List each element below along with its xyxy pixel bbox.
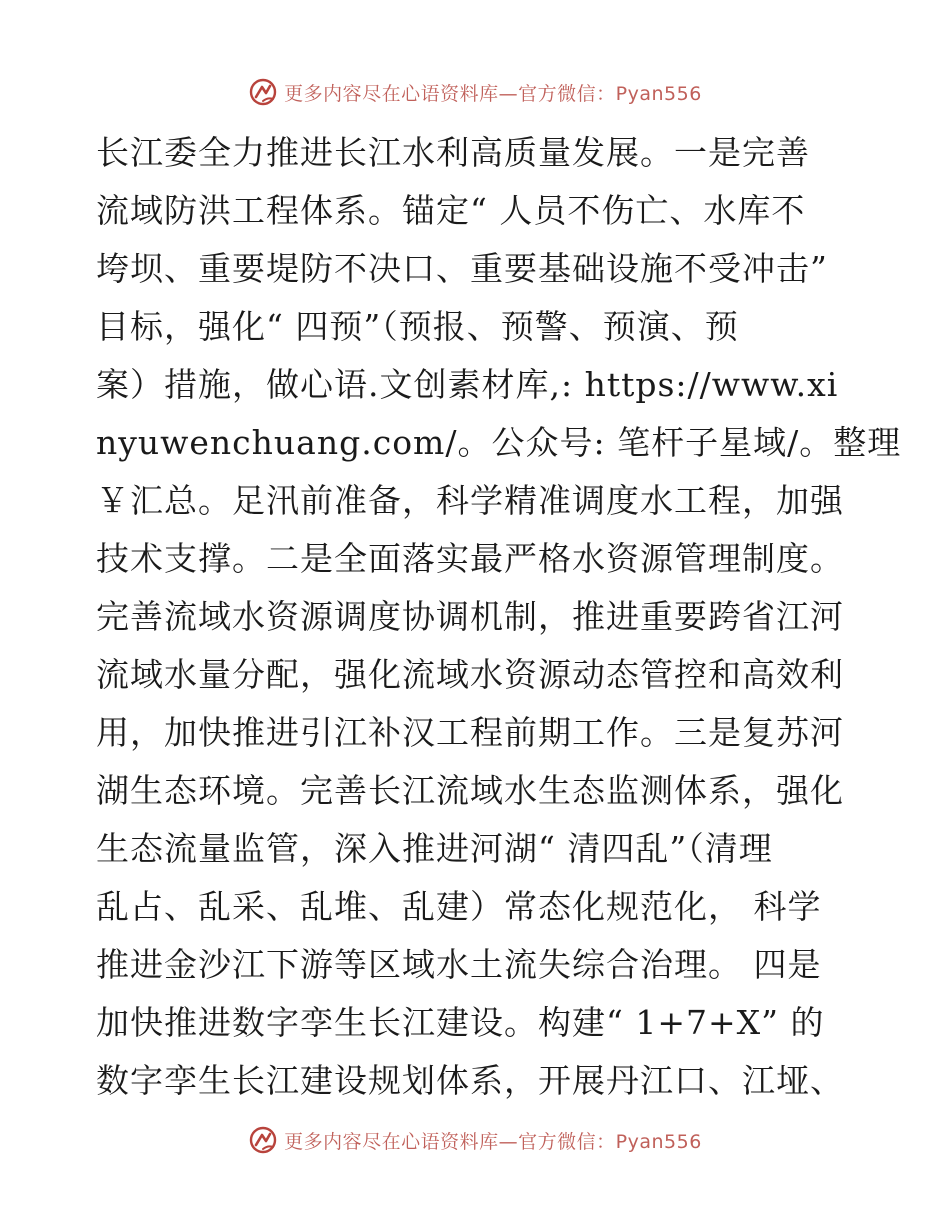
footer-banner-content (248, 1125, 702, 1155)
brand-logo-icon (248, 77, 278, 107)
text-line: ￥汇总。足汛前准备，科学精准调度水工程，加强 (96, 481, 844, 520)
footer-banner (0, 1120, 950, 1160)
header-banner-content (248, 77, 702, 107)
text-line: 完善流域水资源调度协调机制，推进重要跨省江河 (96, 597, 844, 636)
text-line: 技术支撑。二是全面落实最严格水资源管理制度。 (96, 539, 844, 578)
text-line: 加快推进数字孪生长江建设。构建“ 1+7+X” 的 (96, 1003, 825, 1042)
text-line: 案）措施，做心语.文创素材库,: https://www.xi (96, 365, 839, 404)
brand-logo-icon (248, 1125, 278, 1155)
footer-banner-text: 更多内容尽在心语资料库—官方微信：Pyan556 (284, 1130, 702, 1153)
text-line: 生态流量监管，深入推进河湖“ 清四乱”（清理 (96, 829, 773, 868)
text-line: 流域防洪工程体系。锚定“ 人员不伤亡、水库不 (96, 191, 806, 230)
text-line: 数字孪生长江建设规划体系，开展丹江口、江垭、 (96, 1061, 844, 1100)
text-line: 推进金沙江下游等区域水土流失综合治理。 四是 (96, 945, 822, 984)
document-body (96, 124, 902, 1110)
header-banner-text: 更多内容尽在心语资料库—官方微信：Pyan556 (284, 82, 702, 105)
text-line: nyuwenchuang.com/。公众号: 笔杆子星域/。整理 (96, 423, 902, 462)
text-line: 流域水量分配，强化流域水资源动态管控和高效利 (96, 655, 844, 694)
text-line: 乱占、乱采、乱堆、乱建）常态化规范化， 科学 (96, 887, 822, 926)
text-line: 长江委全力推进长江水利高质量发展。一是完善 (96, 133, 810, 172)
text-line: 垮坝、重要堤防不决口、重要基础设施不受冲击” (96, 249, 828, 288)
text-line: 湖生态环境。完善长江流域水生态监测体系，强化 (96, 771, 844, 810)
text-line: 目标，强化“ 四预”（预报、预警、预演、预 (96, 307, 739, 346)
text-line: 用，加快推进引江补汉工程前期工作。三是复苏河 (96, 713, 844, 752)
header-banner (0, 72, 950, 112)
